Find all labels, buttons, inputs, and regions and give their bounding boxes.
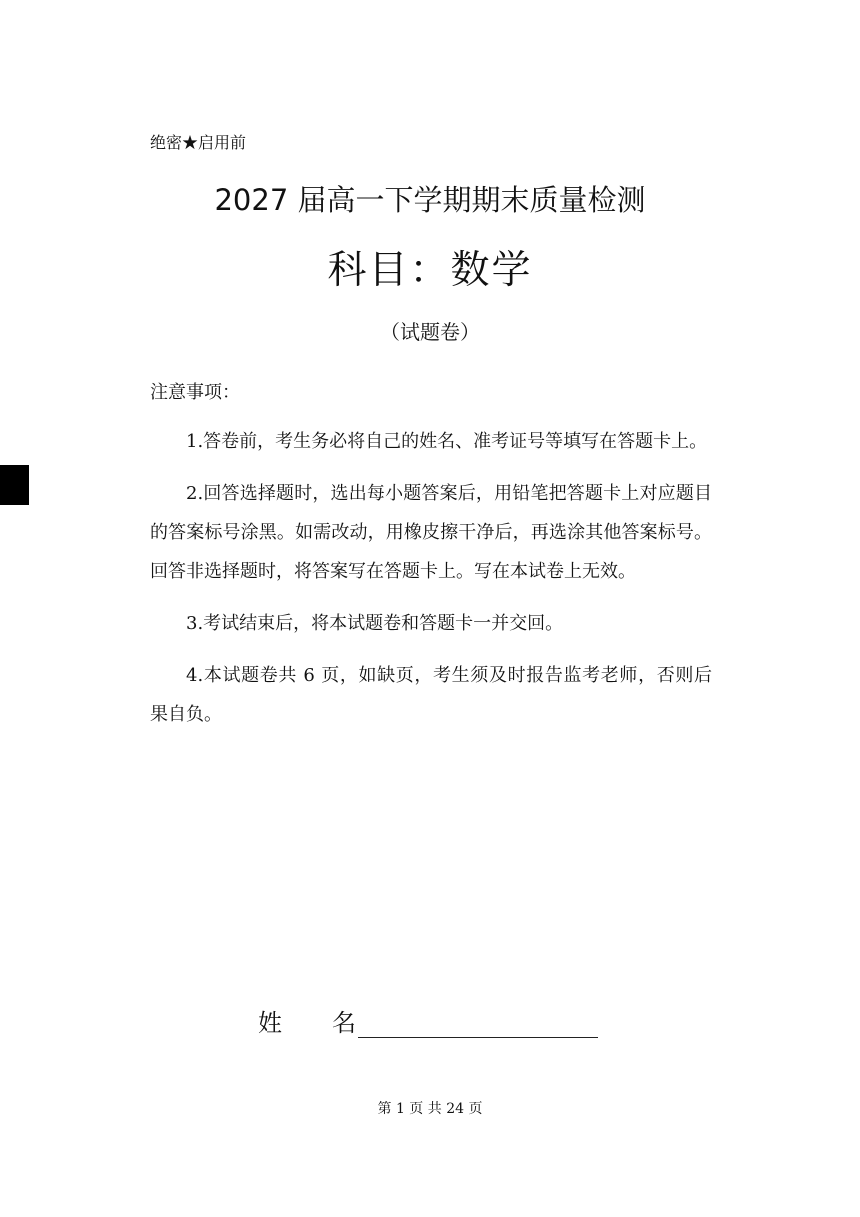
booklet-label: （试题卷） — [380, 320, 480, 344]
name-field — [258, 1003, 598, 1038]
subject-heading: 科目：数学 — [327, 248, 533, 293]
notice-item: 2.回答选择题时，选出每小题答案后，用铅笔把答题卡上对应题目的答案标号涂黑。如需改动，用橡皮擦干净后，再选涂其他答案标号。回答非选择题时，将答案写在答题卡上。写在本试卷上无效。 — [150, 483, 712, 582]
binding-mark — [0, 465, 29, 505]
notice-item: 4.本试题卷共 6 页，如缺页，考生须及时报告监考老师，否则后果自负。 — [150, 665, 712, 725]
notice-list — [150, 422, 712, 747]
notice-item: 3.考试结束后，将本试题卷和答题卡一并交回。 — [186, 613, 564, 634]
confidential-label: 绝密★启用前 — [150, 133, 247, 152]
name-label-char-1: 姓 — [258, 1009, 282, 1037]
page-footer: 第 1 页 共 24 页 — [377, 1101, 483, 1117]
name-blank-line[interactable] — [358, 1007, 598, 1038]
exam-title: 2027 届高一下学期期末质量检测 — [214, 183, 646, 217]
notice-item: 1.答卷前，考生务必将自己的姓名、准考证号等填写在答题卡上。 — [186, 431, 708, 452]
name-label-char-2: 名 — [332, 1009, 356, 1037]
notice-heading: 注意事项： — [150, 382, 240, 403]
